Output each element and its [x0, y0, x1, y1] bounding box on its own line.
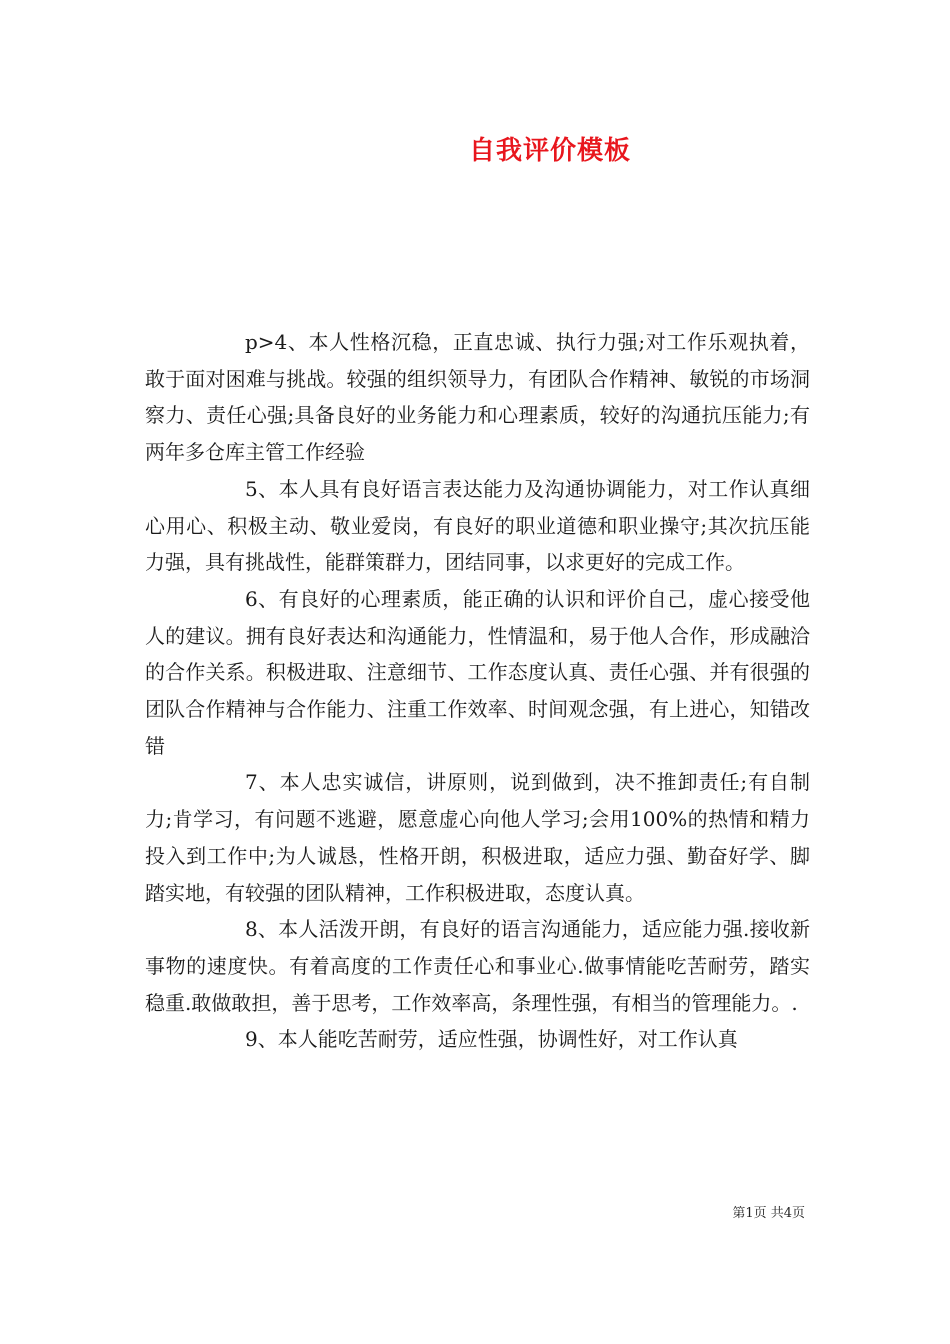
page-footer: 第1页 共4页 — [732, 1206, 805, 1221]
paragraph-7: 7、本人忠实诚信，讲原则，说到做到，决不推卸责任;有自制力;肯学习，有问题不逃避，愿意虚心向他人学习;会用100%的热情和精力投入到工作中;为人诚恳，性格开朗，积极进取，适应力强、勤奋好学、脚踏实地，有较强的团队精神，工作积极进取，态度认真。 — [145, 770, 810, 905]
document-title: 自我评价模板 — [468, 136, 631, 166]
paragraph-4: p>4、本人性格沉稳，正直忠诚、执行力强;对工作乐观执着，敢于面对困难与挑战。较强的组织领导力，有团队合作精神、敏锐的市场洞察力、责任心强;具备良好的业务能力和心理素质，较好的沟通抗压能力;有两年多仓库主管工作经验 — [145, 330, 810, 465]
paragraph-6: 6、有良好的心理素质，能正确的认识和评价自己，虚心接受他人的建议。拥有良好表达和沟通能力，性情温和，易于他人合作，形成融洽的合作关系。积极进取、注意细节、工作态度认真、责任心强、并有很强的团队合作精神与合作能力、注重工作效率、时间观念强，有上进心，知错改错 — [145, 586, 810, 758]
paragraph-9: 9、本人能吃苦耐劳，适应性强，协调性好，对工作认真 — [245, 1027, 738, 1052]
paragraph-5: 5、本人具有良好语言表达能力及沟通协调能力，对工作认真细心用心、积极主动、敬业爱岗，有良好的职业道德和职业操守;其次抗压能力强，具有挑战性，能群策群力，团结同事，以求更好的完成工作。 — [145, 476, 810, 575]
paragraph-8: 8、本人活泼开朗，有良好的语言沟通能力，适应能力强.接收新事物的速度快。有着高度的工作责任心和事业心.做事情能吃苦耐劳，踏实稳重.敢做敢担，善于思考，工作效率高，条理性强，有相当的管理能力。. — [145, 917, 810, 1015]
document-body — [145, 324, 810, 1058]
